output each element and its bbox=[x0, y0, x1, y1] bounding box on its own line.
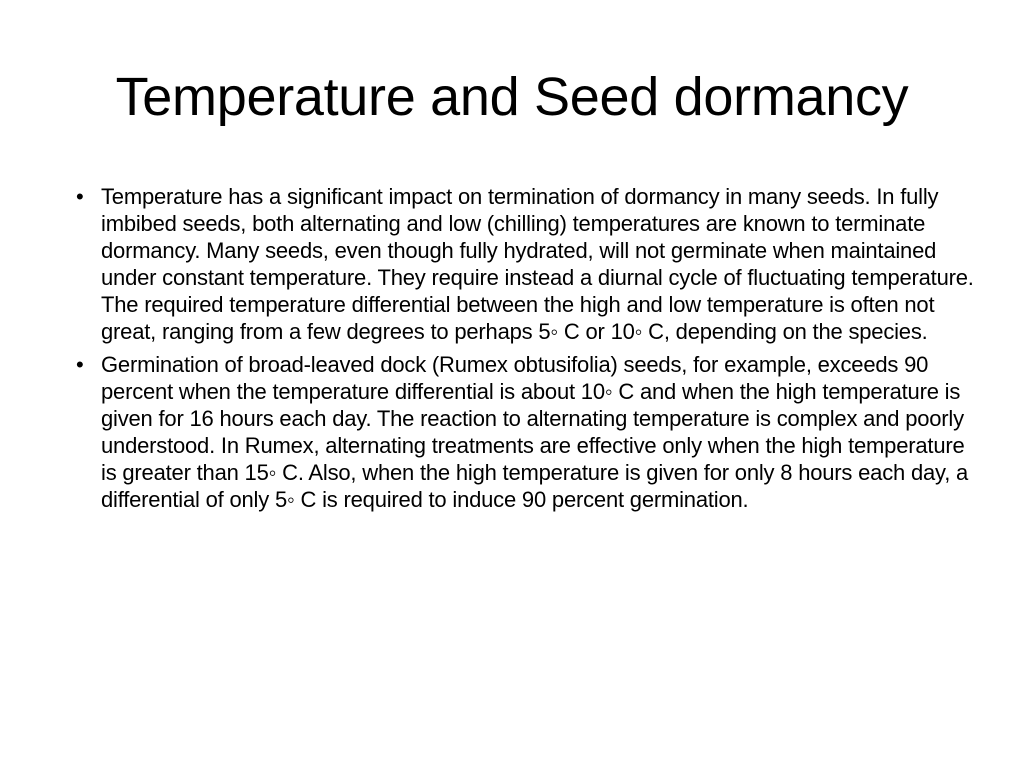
bullet-item bbox=[76, 351, 976, 513]
bullet-list bbox=[76, 183, 976, 519]
bullet-item bbox=[76, 183, 976, 345]
bullet-icon: • bbox=[76, 352, 84, 377]
bullet-text: Germination of broad-leaved dock (Rumex obtusifolia) seeds, for example, exceeds 90 percent when the temperature differential is about 10◦ C and when the high temperature is given for 16 hours each day. The reaction to alternating temperature is complex and poorly understood. In Rumex, alternating treatments are effective only when the high temperature is greater than 15◦ C. Also, when the high temperature is given for only 8 hours each day, a differential of only 5◦ C is required to induce 90 percent germination. bbox=[101, 352, 969, 512]
bullet-icon: • bbox=[76, 184, 84, 209]
slide-title: Temperature and Seed dormancy bbox=[115, 67, 909, 127]
bullet-text: Temperature has a significant impact on termination of dormancy in many seeds. In fully imbibed seeds, both alternating and low (chilling) temperatures are known to terminate dormancy. Many seeds, even though fully hydrated, will not germinate when maintained under constant temperature. They require instead a diurnal cycle of fluctuating temperature. The required temperature differential between the high and low temperature is often not great, ranging from a few degrees to perhaps 5◦ C or 10◦ C, depending on the species. bbox=[101, 184, 974, 344]
